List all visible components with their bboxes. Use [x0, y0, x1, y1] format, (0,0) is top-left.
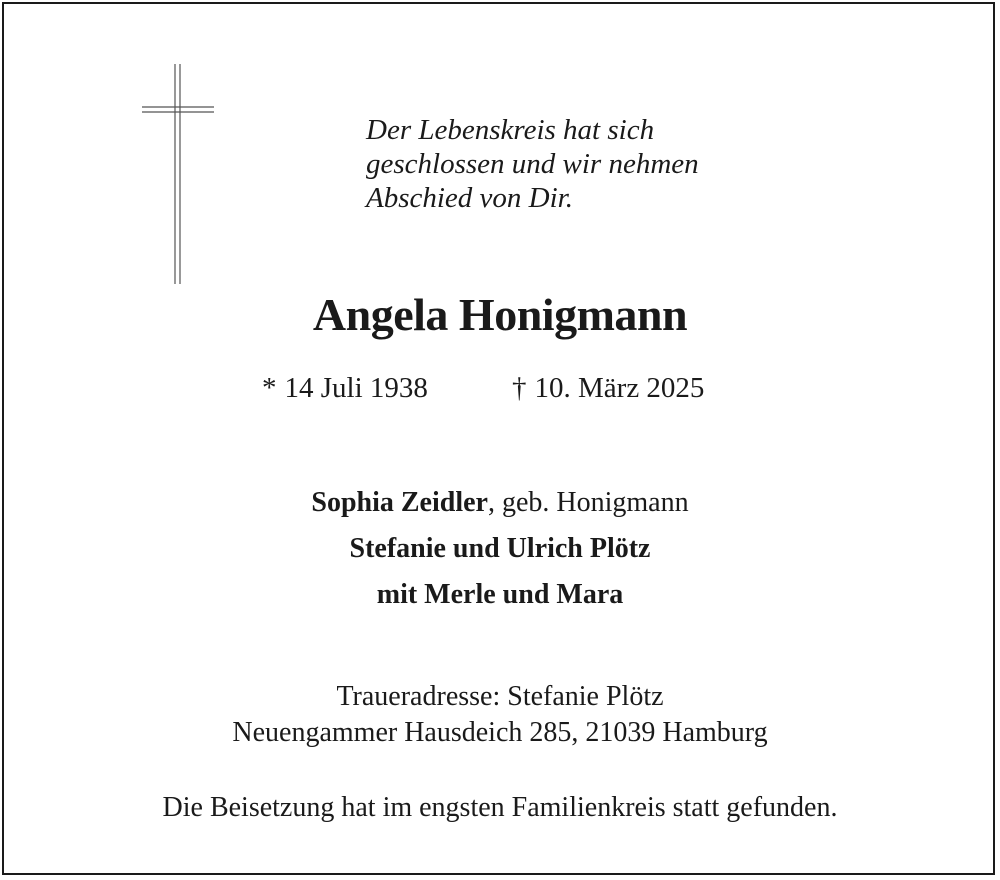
death-dagger-icon: †	[512, 372, 527, 404]
death-date-text: 10. März 2025	[534, 372, 705, 404]
funeral-note: Die Beisetzung hat im engsten Familienkreis statt gefunden.	[162, 792, 838, 823]
mourner-row	[0, 480, 1000, 526]
birth-date	[262, 372, 428, 405]
cross-icon	[140, 64, 216, 284]
memorial-quote	[366, 113, 699, 215]
mourner-row: mit Merle und Mara	[376, 579, 624, 610]
mourning-address	[0, 679, 1000, 751]
address-line: Neuengammer Hausdeich 285, 21039 Hamburg	[232, 717, 768, 748]
death-date	[512, 372, 704, 405]
birth-star-icon: *	[262, 372, 277, 404]
quote-line: geschlossen und wir nehmen	[366, 148, 699, 180]
quote-line: Der Lebenskreis hat sich	[366, 114, 655, 146]
deceased-name: Angela Honigmann	[312, 289, 688, 340]
mourners-list	[0, 480, 1000, 618]
birth-date-text: 14 Juli 1938	[284, 372, 428, 404]
mourner-name: Sophia Zeidler	[311, 487, 488, 518]
address-line: Traueradresse: Stefanie Plötz	[336, 681, 664, 712]
mourner-row: Stefanie und Ulrich Plötz	[349, 533, 651, 564]
quote-line: Abschied von Dir.	[366, 182, 573, 214]
mourner-suffix: , geb. Honigmann	[487, 487, 689, 518]
